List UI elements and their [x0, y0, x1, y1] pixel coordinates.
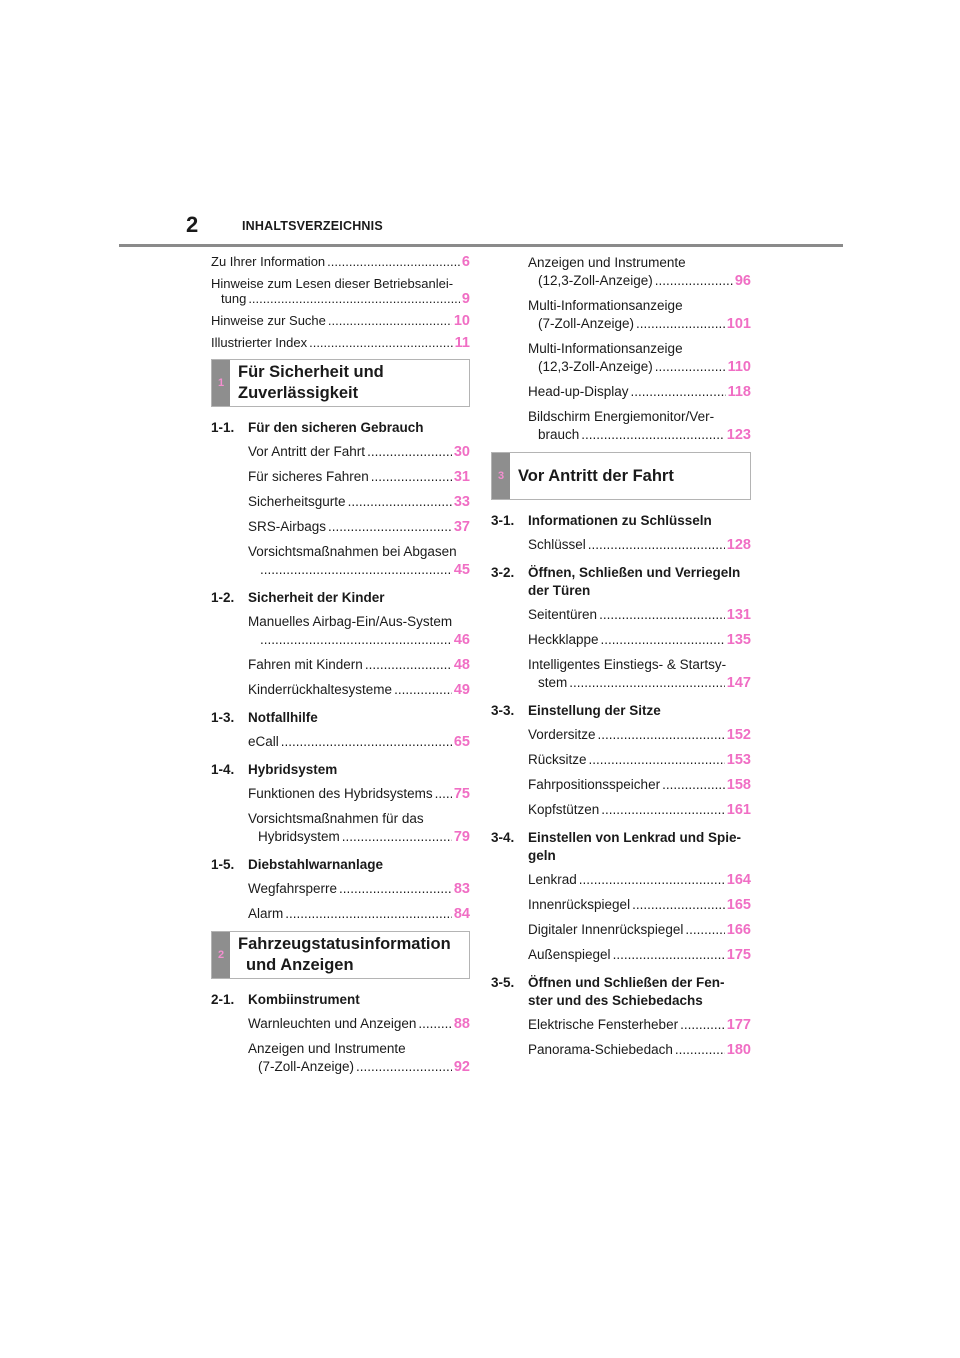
toc-entry[interactable] — [248, 468, 470, 486]
toc-page-link[interactable]: 101 — [726, 316, 751, 332]
toc-entry-label: Head-up-Display — [528, 384, 629, 399]
toc-entry-label: Für sicheres Fahren — [248, 469, 369, 484]
toc-page-link[interactable]: 177 — [726, 1017, 751, 1033]
toc-page-link[interactable]: 158 — [726, 777, 751, 793]
toc-entry-label-cont: brauch — [538, 427, 580, 442]
subsection-heading[interactable]: 2-1. Kombiinstrument — [211, 992, 360, 1007]
toc-entry[interactable] — [528, 1016, 751, 1034]
toc-entry[interactable] — [248, 810, 470, 846]
toc-entry-label: Hinweise zur Suche — [211, 313, 326, 328]
toc-page-link[interactable]: 92 — [453, 1059, 470, 1075]
toc-entry[interactable] — [248, 905, 470, 923]
toc-entry-label: Kopfstützen — [528, 802, 600, 817]
toc-page-link[interactable]: 135 — [726, 632, 751, 648]
toc-page-link[interactable]: 166 — [726, 922, 751, 938]
toc-entry[interactable] — [528, 408, 751, 444]
toc-page-link[interactable]: 48 — [453, 657, 470, 673]
toc-page-link[interactable]: 49 — [453, 682, 470, 698]
toc-entry-label: Schlüssel — [528, 537, 586, 552]
toc-entry-label: SRS-Airbags — [248, 519, 327, 534]
toc-entry[interactable] — [528, 383, 751, 401]
toc-entry[interactable] — [248, 656, 470, 674]
toc-entry[interactable] — [528, 340, 751, 376]
toc-page-link[interactable]: 161 — [726, 802, 751, 818]
toc-entry[interactable] — [211, 254, 470, 270]
left-column — [211, 254, 470, 1083]
subsection-heading[interactable]: 3-2. Öffnen, Schließen und Verriegeln der Türen — [491, 565, 741, 598]
page-number: 2 — [186, 212, 199, 237]
toc-entry-label: Multi-Informationsanzeige — [528, 341, 683, 356]
toc-entry-label: Elektrische Fensterheber — [528, 1017, 679, 1032]
toc-entry[interactable] — [528, 297, 751, 333]
subsection-heading[interactable]: 1-1. Für den sicheren Gebrauch — [211, 420, 424, 435]
subsection-heading[interactable]: 3-4. Einstellen von Lenkrad und Spie- geln — [491, 830, 742, 863]
toc-entry-label: Innenrückspiegel — [528, 897, 631, 912]
toc-entry-label: Vorsichtsmaßnahmen für das — [248, 811, 424, 826]
right-column — [491, 254, 751, 1066]
section-title: Fahrzeugstatusinformation und Anzeigen — [238, 935, 451, 974]
toc-entry-label: Funktionen des Hybridsystems — [248, 786, 433, 801]
toc-entry[interactable] — [248, 493, 470, 511]
toc-page-link[interactable]: 96 — [734, 273, 751, 289]
toc-entry-label: Multi-Informationsanzeige — [528, 298, 683, 313]
toc-entry-label: Panorama-Schiebedach — [528, 1042, 673, 1057]
toc-page-link[interactable]: 153 — [726, 752, 751, 768]
section-number-tab: 3 — [492, 453, 510, 499]
subsection-heading[interactable]: 3-3. Einstellung der Sitze — [491, 703, 661, 718]
toc-page-link[interactable]: 175 — [726, 947, 751, 963]
toc-page-link[interactable]: 65 — [453, 734, 470, 750]
toc-entry-label: Vorsichtsmaßnahmen bei Abgasen — [248, 544, 457, 559]
toc-entry-label: Wegfahrsperre — [248, 881, 338, 896]
section-number-tab: 1 — [212, 360, 230, 406]
toc-entry[interactable] — [528, 751, 751, 769]
toc-page-link[interactable]: 10 — [453, 313, 470, 329]
toc-page-link[interactable]: 11 — [454, 335, 470, 351]
toc-page-link[interactable]: 128 — [726, 537, 751, 553]
toc-entry[interactable] — [528, 871, 751, 889]
toc-page-link[interactable]: 165 — [726, 897, 751, 913]
toc-entry[interactable] — [528, 896, 751, 914]
toc-entry[interactable] — [248, 1015, 470, 1033]
toc-entry[interactable] — [528, 254, 751, 290]
toc-page-link[interactable]: 9 — [461, 291, 470, 307]
toc-entry-label: Illustrierter Index — [211, 335, 308, 350]
toc-page-link[interactable]: 88 — [453, 1016, 470, 1032]
toc-entry[interactable] — [528, 656, 751, 692]
section-number-tab: 2 — [212, 932, 230, 978]
toc-entry[interactable] — [248, 518, 470, 536]
toc-page-link[interactable]: 75 — [453, 786, 470, 802]
toc-page-link[interactable]: 46 — [453, 632, 470, 648]
toc-entry-label: Rücksitze — [528, 752, 587, 767]
toc-entry[interactable] — [528, 726, 751, 744]
subsection-heading[interactable]: 1-4. Hybridsystem — [211, 762, 338, 777]
toc-entry[interactable] — [211, 313, 470, 329]
toc-page-link[interactable]: 37 — [453, 519, 470, 535]
toc-page-link[interactable]: 31 — [453, 469, 470, 485]
toc-entry[interactable] — [211, 335, 470, 351]
toc-page-link[interactable]: 33 — [453, 494, 470, 510]
toc-entry[interactable] — [528, 801, 751, 819]
section-title: Vor Antritt der Fahrt — [518, 466, 674, 485]
running-header-title: INHALTSVERZEICHNIS — [242, 219, 383, 233]
toc-entry[interactable] — [248, 443, 470, 461]
toc-entry-label: Warnleuchten und Anzeigen — [248, 1016, 417, 1031]
toc-entry-label: Vordersitze — [528, 727, 596, 742]
toc-entry[interactable] — [211, 276, 470, 307]
subsection-heading[interactable]: 3-5. Öffnen und Schließen der Fen- ster und des Schiebedachs — [491, 975, 725, 1008]
toc-entry-label-cont: (12,3-Zoll-Anzeige) — [538, 273, 653, 288]
subsection-heading[interactable]: 1-2. Sicherheit der Kinder — [211, 590, 385, 605]
toc-page-link[interactable]: 45 — [453, 562, 470, 578]
toc-entry[interactable] — [528, 921, 751, 939]
header-divider — [119, 244, 843, 247]
toc-entry[interactable] — [248, 785, 470, 803]
toc-entry[interactable] — [528, 1041, 751, 1059]
toc-page-link[interactable]: 110 — [727, 359, 751, 375]
toc-entry-label: Zu Ihrer Information — [211, 254, 326, 269]
toc-entry[interactable] — [528, 536, 751, 554]
toc-entry-label: Intelligentes Einstiegs- & Startsy- — [528, 657, 727, 672]
front-matter-list — [211, 254, 470, 351]
toc-page-link[interactable]: 118 — [727, 384, 751, 400]
toc-page-link[interactable]: 180 — [726, 1042, 751, 1058]
toc-entry-label: Heckklappe — [528, 632, 599, 647]
toc-entry-label: Hinweise zum Lesen dieser Betriebsanlei- — [211, 276, 454, 291]
toc-entry-label: Fahren mit Kindern — [248, 657, 363, 672]
toc-page-link[interactable]: 84 — [453, 906, 470, 922]
toc-entry[interactable] — [528, 631, 751, 649]
toc-entry[interactable] — [248, 681, 470, 699]
toc-entry[interactable] — [248, 613, 470, 649]
section-header-3[interactable] — [491, 452, 751, 500]
toc-entry-label-cont: stem — [538, 675, 568, 690]
toc-entry-label: Fahrpositionsspeicher — [528, 777, 661, 792]
toc-entry-label: Kinderrückhaltesysteme — [248, 682, 393, 697]
toc-page-link[interactable]: 6 — [461, 254, 470, 270]
toc-entry-label: Seitentüren — [528, 607, 598, 622]
section-title: Für Sicherheit und Zuverlässigkeit — [238, 363, 384, 402]
toc-page-link[interactable]: 30 — [453, 444, 470, 460]
toc-page-link[interactable]: 164 — [726, 872, 751, 888]
toc-page-link[interactable]: 131 — [726, 607, 751, 623]
section-header-1[interactable] — [211, 359, 470, 407]
toc-entry-label: Alarm — [248, 906, 284, 921]
toc-entry-label: Außenspiegel — [528, 947, 611, 962]
subsection-heading[interactable]: 1-3. Notfallhilfe — [211, 710, 318, 725]
toc-entry[interactable] — [248, 880, 470, 898]
toc-page-link[interactable]: 83 — [453, 881, 470, 897]
toc-entry-label-cont: Hybridsystem — [258, 829, 340, 844]
toc-entry-label: eCall — [248, 734, 279, 749]
toc-entry-label-cont: (12,3-Zoll-Anzeige) — [538, 359, 653, 374]
toc-entry[interactable] — [528, 946, 751, 964]
toc-entry-label: Lenkrad — [528, 872, 577, 887]
toc-page-link[interactable]: 147 — [726, 675, 751, 691]
toc-entry[interactable] — [528, 606, 751, 624]
toc-page-link[interactable]: 123 — [726, 427, 751, 443]
toc-entry[interactable] — [248, 733, 470, 751]
toc-entry-label-cont: (7-Zoll-Anzeige) — [258, 1059, 355, 1074]
toc-entry-label: Vor Antritt der Fahrt — [248, 444, 366, 459]
toc-entry-label-cont: (7-Zoll-Anzeige) — [538, 316, 635, 331]
toc-entry-label-cont: tung — [221, 291, 247, 306]
toc-entry-label: Sicherheitsgurte — [248, 494, 346, 509]
toc-page-link[interactable]: 79 — [453, 829, 470, 845]
section-header-2[interactable] — [211, 931, 470, 979]
toc-entry-label: Bildschirm Energiemonitor/Ver- — [528, 409, 715, 424]
toc-page-link[interactable]: 152 — [726, 727, 751, 743]
toc-entry-label: Anzeigen und Instrumente — [248, 1041, 406, 1056]
toc-entry[interactable] — [528, 776, 751, 794]
toc-entry[interactable] — [248, 1040, 470, 1076]
toc-entry[interactable] — [248, 543, 470, 579]
subsection-heading[interactable]: 3-1. Informationen zu Schlüsseln — [491, 513, 712, 528]
toc-entry-label: Digitaler Innenrückspiegel — [528, 922, 684, 937]
toc-entry-label: Manuelles Airbag-Ein/Aus-System — [248, 614, 453, 629]
subsection-heading[interactable]: 1-5. Diebstahlwarnanlage — [211, 857, 384, 872]
toc-entry-label: Anzeigen und Instrumente — [528, 255, 686, 270]
